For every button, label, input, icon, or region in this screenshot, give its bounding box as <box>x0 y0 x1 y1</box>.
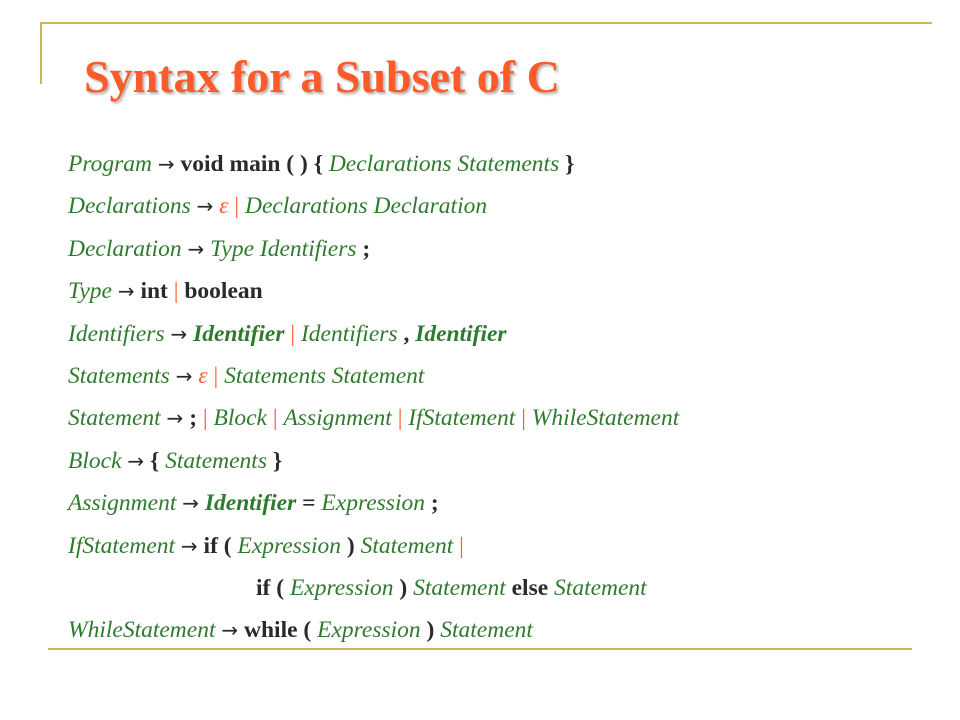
alternative-separator: | <box>397 405 403 432</box>
arrow-icon: → <box>127 448 145 473</box>
alternative-separator: | <box>213 362 219 389</box>
arrow-icon: → <box>187 236 205 261</box>
alternative-separator: | <box>521 405 526 432</box>
arrow-icon: → <box>157 152 175 176</box>
terminal: { <box>150 447 160 474</box>
alternative-separator: | <box>290 320 296 347</box>
nonterminal: Statements Statement <box>224 362 425 389</box>
arrow-icon: → <box>180 533 198 558</box>
grammar-rule <box>68 270 679 312</box>
terminal: if ( <box>203 532 232 559</box>
terminal: while ( <box>244 617 312 644</box>
rule-lhs: Identifiers <box>68 320 165 347</box>
grammar-rule <box>68 397 679 439</box>
alternative-separator: | <box>173 278 179 305</box>
terminal: Identifier <box>193 320 285 347</box>
grammar-rule <box>68 525 679 567</box>
terminal: ; <box>362 235 371 262</box>
nonterminal: Expression <box>321 490 425 517</box>
nonterminal: Identifiers <box>300 320 398 347</box>
rule-lhs: WhileStatement <box>68 617 216 644</box>
nonterminal: Declarations Declaration <box>244 193 488 220</box>
terminal: if ( <box>256 574 285 601</box>
rule-lhs: Statement <box>68 405 161 432</box>
grammar-rule <box>68 609 679 651</box>
alternative-separator: | <box>459 532 464 559</box>
nonterminal: Expression <box>237 532 342 559</box>
nonterminal: Block <box>213 405 267 432</box>
terminal: } <box>565 151 575 177</box>
grammar-rule <box>68 440 679 482</box>
frame-top-line <box>40 22 932 24</box>
arrow-icon: → <box>221 618 239 643</box>
rule-lhs: Block <box>68 447 122 474</box>
nonterminal: Type Identifiers <box>210 235 357 262</box>
alternative-separator: | <box>234 193 240 220</box>
terminal: Identifier <box>415 320 507 347</box>
rule-lhs: IfStatement <box>68 532 176 559</box>
nonterminal: Declarations Statements <box>328 151 560 177</box>
nonterminal: IfStatement <box>408 405 516 432</box>
rule-lhs: Assignment <box>68 490 177 517</box>
frame-bottom-line <box>48 648 912 650</box>
rule-lhs: Statements <box>68 362 170 389</box>
grammar-rule <box>68 143 679 185</box>
terminal: Identifier <box>204 490 297 517</box>
grammar-rule <box>68 313 679 355</box>
nonterminal: Statement <box>413 574 506 601</box>
terminal: = <box>302 490 316 517</box>
grammar-rule <box>68 185 679 227</box>
terminal: ; <box>430 490 439 517</box>
grammar-rule <box>68 567 679 609</box>
slide-title: Syntax for a Subset of C <box>84 51 560 102</box>
alternative-separator: | <box>202 405 208 432</box>
terminal: ; <box>189 405 198 432</box>
frame-left-line <box>40 22 42 84</box>
terminal: int <box>140 278 168 305</box>
arrow-icon: → <box>196 194 214 219</box>
grammar-rule <box>68 228 679 270</box>
rule-lhs: Program <box>68 151 152 177</box>
grammar-rules <box>68 143 679 652</box>
nonterminal: Statements <box>165 447 267 474</box>
terminal: ) <box>399 574 408 601</box>
epsilon-symbol: ε <box>198 362 208 389</box>
grammar-rule <box>68 482 679 524</box>
rule-lhs: Type <box>68 278 112 305</box>
terminal: , <box>403 320 410 347</box>
nonterminal: Statement <box>360 532 454 559</box>
arrow-icon: → <box>166 406 184 431</box>
grammar-rule <box>68 355 679 397</box>
arrow-icon: → <box>170 321 188 346</box>
nonterminal: Expression <box>317 617 421 644</box>
terminal: } <box>272 447 283 474</box>
nonterminal: Assignment <box>283 405 392 432</box>
terminal: else <box>511 574 549 601</box>
terminal: ) <box>426 617 435 644</box>
nonterminal: WhileStatement <box>531 405 680 432</box>
rule-lhs: Declarations <box>68 193 191 220</box>
nonterminal: Statement <box>440 617 533 644</box>
arrow-icon: → <box>182 491 199 516</box>
arrow-icon: → <box>175 363 193 388</box>
rule-lhs: Declaration <box>68 235 182 262</box>
terminal: boolean <box>184 278 263 305</box>
arrow-icon: → <box>117 279 135 304</box>
epsilon-symbol: ε <box>219 193 229 220</box>
terminal: ) <box>346 532 355 559</box>
alternative-separator: | <box>272 405 278 432</box>
terminal: void main ( ) { <box>180 151 323 177</box>
nonterminal: Statement <box>554 574 647 601</box>
nonterminal: Expression <box>289 574 394 601</box>
